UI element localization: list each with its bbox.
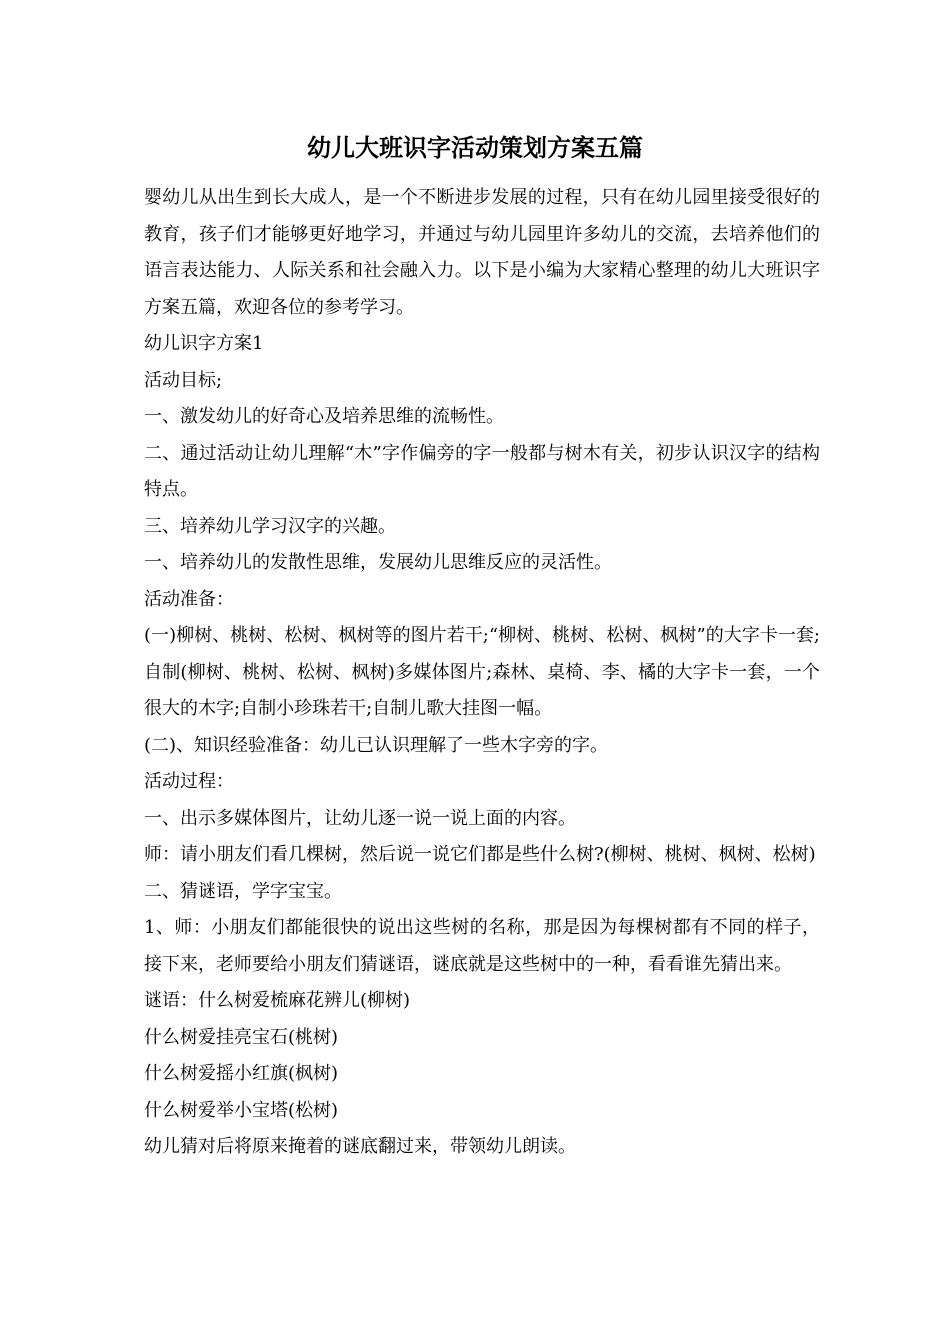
- riddle-line: 什么树爱挂亮宝石(桃树): [144, 1026, 339, 1048]
- riddle-line: 谜语：什么树爱梳麻花辨儿(柳树): [144, 990, 411, 1011]
- goal-item: 三、培养幼儿学习汉字的兴趣。: [144, 515, 396, 537]
- process-step: 一、出示多媒体图片，让幼儿逐一说一说上面的内容。: [144, 807, 576, 829]
- subsection-heading: 活动目标;: [144, 369, 223, 391]
- process-step: 二、猜谜语，学字宝宝。: [144, 880, 342, 902]
- riddle-line: 什么树爱摇小红旗(枫树): [144, 1063, 339, 1084]
- preparation-item: (二)、知识经验准备：幼儿已认识理解了一些木字旁的字。: [144, 734, 609, 756]
- process-step: 1、师：小朋友们都能很快的说出这些树的名称，那是因为每棵树都有不同的样子，接下来，老师要给小朋友们猜谜语，谜底就是这些树中的一种，看看谁先猜出来。: [144, 917, 820, 975]
- subsection-heading: 活动准备：: [144, 588, 234, 610]
- goal-item: 一、培养幼儿的发散性思维，发展幼儿思维反应的灵活性。: [144, 552, 612, 573]
- section-heading: 幼儿识字方案1: [144, 333, 264, 354]
- document-body: [144, 180, 820, 1166]
- goal-item: 一、激发幼儿的好奇心及培养思维的流畅性。: [144, 406, 504, 427]
- page-title: 幼儿大班识字活动策划方案五篇: [307, 133, 643, 162]
- goal-item: 二、通过活动让幼儿理解“木”字作偏旁的字一般都与树木有关，初步认识汉字的结构特点。: [144, 442, 820, 500]
- process-step: 师：请小朋友们看几棵树，然后说一说它们都是些什么树?(柳树、桃树、枫树、松树): [144, 844, 816, 865]
- intro-paragraph: 婴幼儿从出生到长大成人，是一个不断进步发展的过程，只有在幼儿园里接受很好的教育，孩子们才能够更好地学习，并通过与幼儿园里许多幼儿的交流，去培养他们的语言表达能力、人际关系和社会融入力。以下是小编为大家精心整理的幼儿大班识字方案五篇，欢迎各位的参考学习。: [144, 187, 820, 318]
- subsection-heading: 活动过程：: [144, 771, 234, 792]
- riddle-line: 什么树爱举小宝塔(松树): [144, 1099, 339, 1121]
- preparation-item: (一)柳树、桃树、松树、枫树等的图片若干;“柳树、桃树、松树、枫树”的大字卡一套;自制(柳树、桃树、松树、枫树)多媒体图片;森林、桌椅、李、橘的大字卡一套，一个很大的木字;自制小珍珠若干;自制儿歌大挂图一幅。: [144, 625, 820, 719]
- process-step: 幼儿猜对后将原来掩着的谜底翻过来，带领幼儿朗读。: [144, 1136, 576, 1157]
